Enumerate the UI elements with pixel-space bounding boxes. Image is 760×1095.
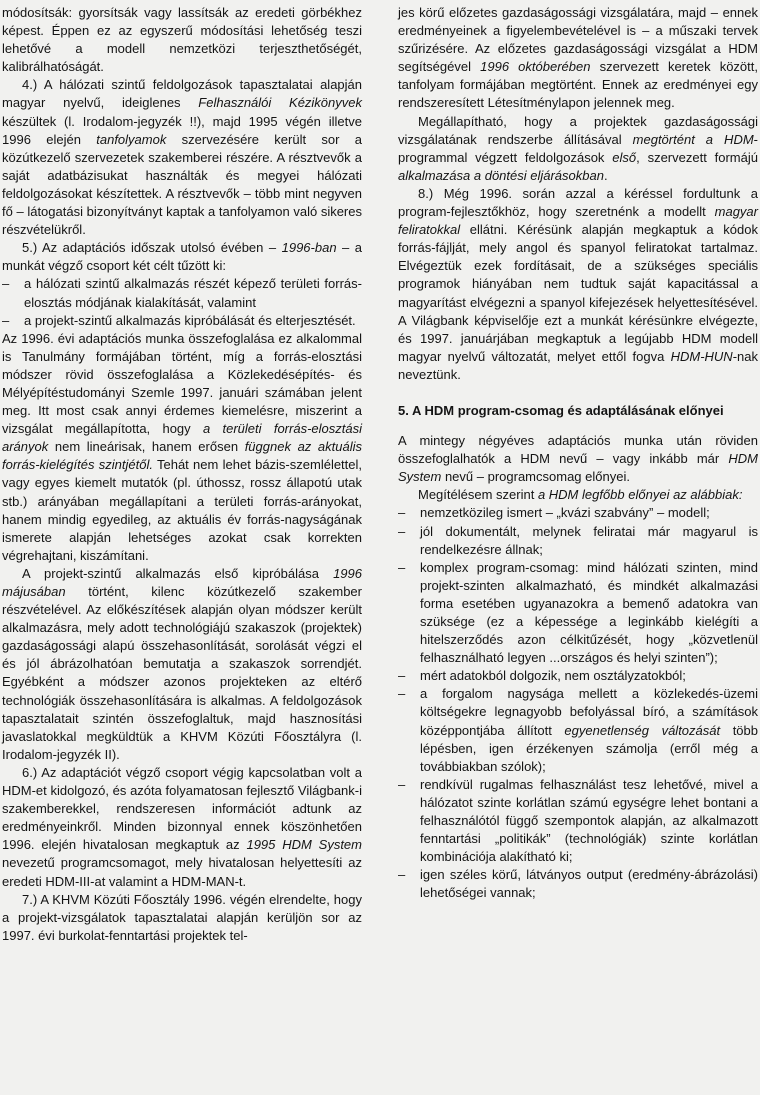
paragraph-5-list: [2, 275, 362, 329]
paragraph-continued: jes körű előzetes gazdaságossági vizsgálatára, majd – ennek eredményeinek a figyelembevételével is – a műszaki tervek szűrizésére. Az előzetes gazdaságossági vizsgálat a HDM segítségével 1996 októberében szervezett keretek között, tanfolyam formájában megtörtént. Ennek az eredményei egy rendszeresített Létesítménylapon jelennek meg.: [398, 5, 758, 111]
list-item: – rendkívül rugalmas felhasználást tesz lehetővé, mivel a hálózatot szinte korlátlan számú egységre lehet bontani a felhasználótól függő szempontok alapján, az alkalmazott fenntartási „politikák” (technológiák) szinte korlátlan kombinációja alakítható ki;: [398, 776, 758, 866]
list-item: – nemzetközileg ismert – „kvázi szabvány” – modell;: [398, 504, 758, 522]
section-heading: 5. A HDM program-csomag és adaptálásának előnyei: [398, 402, 724, 418]
paragraph-4: 4.) A hálózati szintű feldolgozások tapasztalatai alapján magyar nyelvű, ideiglenes Felhasználói Kézikönyvek készültek (l. Irodalom-jegyzék !!), majd 1995 végén illetve 1996 elején tanfolyamok szervezésére került sor a közútkezelő szervezetek szakemberei részére. A résztvevők a saját adatbázisukat használták és megyei hálózati feldolgozásokat készítettek. A résztvevők – több mint negyven fő – látogatási bizonyítványt kaptak a tanfolyamon való sikeres részvételükről.: [2, 77, 362, 238]
paragraph-statement: Megállapítható, hogy a projektek gazdaságossági vizsgálatának rendszerbe állításával megtörtént a HDM-programmal végzett feldolgozások első, szervezett formájú alkalmazása a döntési eljárásokban.: [398, 113, 759, 183]
paragraph-advantages-intro: A mintegy négyéves adaptációs munka után röviden összefoglalhatók a HDM nevű – vagy inkább már HDM System nevű – programcsomag előnyei.: [398, 433, 758, 485]
list-item: – a projekt-szintű alkalmazás kipróbálását és elterjesztését.: [2, 312, 362, 330]
list-item: – a hálózati szintű alkalmazás részét képező területi forrás-elosztás módjának kialakítását, valamint: [2, 275, 362, 311]
paragraph-project: A projekt-szintű alkalmazás első kipróbálása 1996 májusában történt, kilenc közútkezelő szakember részvételével. Az előkészítések alapján olyan módszer került alkalmazásra, mely adott technológiájú szakaszok (projektek) gazdaságossági alapú összehasonlítását, sorolását végzi el és jól ábrázolhatóan bemutatja a szakaszok sorrendjét. Egyébként a módszer azonos projekteken az eltérő technológiák összehasonlítására is alkalmas. A feldolgozások tapasztalatait szintén összefoglaltuk, majd hasznosítási javaslatokkal megküldtük a KHVM Közúti Főosztályra (l. Irodalom-jegyzék II).: [2, 565, 362, 762]
paragraph-5: 5.) Az adaptációs időszak utolsó évében – 1996-ban – a munkát végző csoport két célt tűzött ki:: [2, 240, 363, 274]
list-item: – jól dokumentált, melynek feliratai már magyarul is rendelkezésre állnak;: [398, 523, 758, 559]
left-column: [2, 4, 362, 945]
paragraph-opinion: Megítélésem szerint a HDM legfőbb előnyei az alábbiak:: [418, 487, 743, 503]
list-item: – a forgalom nagysága mellett a közlekedés-üzemi költségekre legnagyobb befolyással bíró, a számítások középpontjába állított egyenetlenség változását több lépésben, igen érzékenyen számolja (erről még a továbbiakban szólok);: [398, 685, 758, 775]
paragraph-summary: Az 1996. évi adaptációs munka összefoglalása ez alkalommal is Tanulmány formájában történt, míg a forrás-elosztási módszer rövid összefoglalása a Közlekedésépítés- és Mélyépítéstudományi Szemle 1997. januári számában jelent meg. Itt most csak annyi érdemes kiemelésre, miszerint a vizsgálat megállapította, hogy a területi forrás-elosztási arányok nem lineárisak, hanem erősen függnek az aktuális forrás-kielégítés szintjétől. Tehát nem lehet bázis-szemlélettel, vagy egyes kiemelt mutatók (pl. úthossz, rossz állapotú utak stb.) arányában megállapítani a területi forrás-arányokat, hanem mindig egyedileg, az aktuális év forrás-nagyságának ismerete alapján lehetséges azokat csak korrekten végrehajtani, kiszámítani.: [2, 330, 363, 563]
paragraph-intro: módosítsák: gyorsítsák vagy lassítsák az eredeti görbékhez képest. Éppen ez az egyszerű módosítási lehetőség teszi lehetővé a modell nemzetközi terjeszthetőségét, kalibrálhatóságát.: [2, 5, 362, 75]
paragraph-6: 6.) Az adaptációt végző csoport végig kapcsolatban volt a HDM-et kidolgozó, és azóta folyamatosan fejlesztő Világbank-i szakemberekkel, rendszeresen információt adtunk az eredményeinkről. Minden bizonnyal ennek köszönhetően 1996. elején hivatalosan megkaptuk az 1995 HDM System nevezetű programcsomagot, mely hivatalosan helyettesíti az eredeti HDM-III-at valamint a HDM-MAN-t.: [2, 764, 362, 889]
paragraph-7: 7.) A KHVM Közúti Főosztály 1996. végén elrendelte, hogy a projekt-vizsgálatok tapasztalatai alapján kerüljön sor az 1997. évi burkolat-fenntartási projektek tel-: [2, 891, 362, 943]
list-item: – mért adatokból dolgozik, nem osztályzatokból;: [398, 667, 758, 685]
right-column: [398, 4, 758, 903]
list-item: – igen széles körű, látványos output (eredmény-ábrázolási) lehetőségei vannak;: [398, 866, 758, 902]
advantages-list: [398, 504, 758, 902]
paragraph-8: 8.) Még 1996. során azzal a kéréssel fordultunk a program-fejlesztőkhöz, hogy szeretnénk a modellt magyar feliratokkal ellátni. Kérésünk alapján megkaptuk a kódok forrás-fájlját, mely angol és spanyol feliratokat tartalmaz. Elvégeztük ezek fordításait, de a szükséges speciális programok hiányában nem tudtuk saját kapacitással a magyarítást elvégezni a spanyol kifejezések helyettesítésével. A Világbank képviselője ezt a munkát kérésünkre elvégezte, és 1997. januárjában megkaptuk a legújabb HDM modell magyar nyelvű változatát, melyet ettől fogva HDM-HUN-nak neveztünk.: [398, 185, 758, 382]
list-item: – komplex program-csomag: mind hálózati szinten, mind projekt-szinten alkalmazható, és mindkét alkalmazási forma esetében ugyanazokra a bemenő adatokra van szüksége (ez a képessége a leginkább kielégíti a hitelszerződés azon célkitűzését, hogy „közvetlenül felhasználható legyen ...országos és helyi szinten”);: [398, 559, 758, 668]
